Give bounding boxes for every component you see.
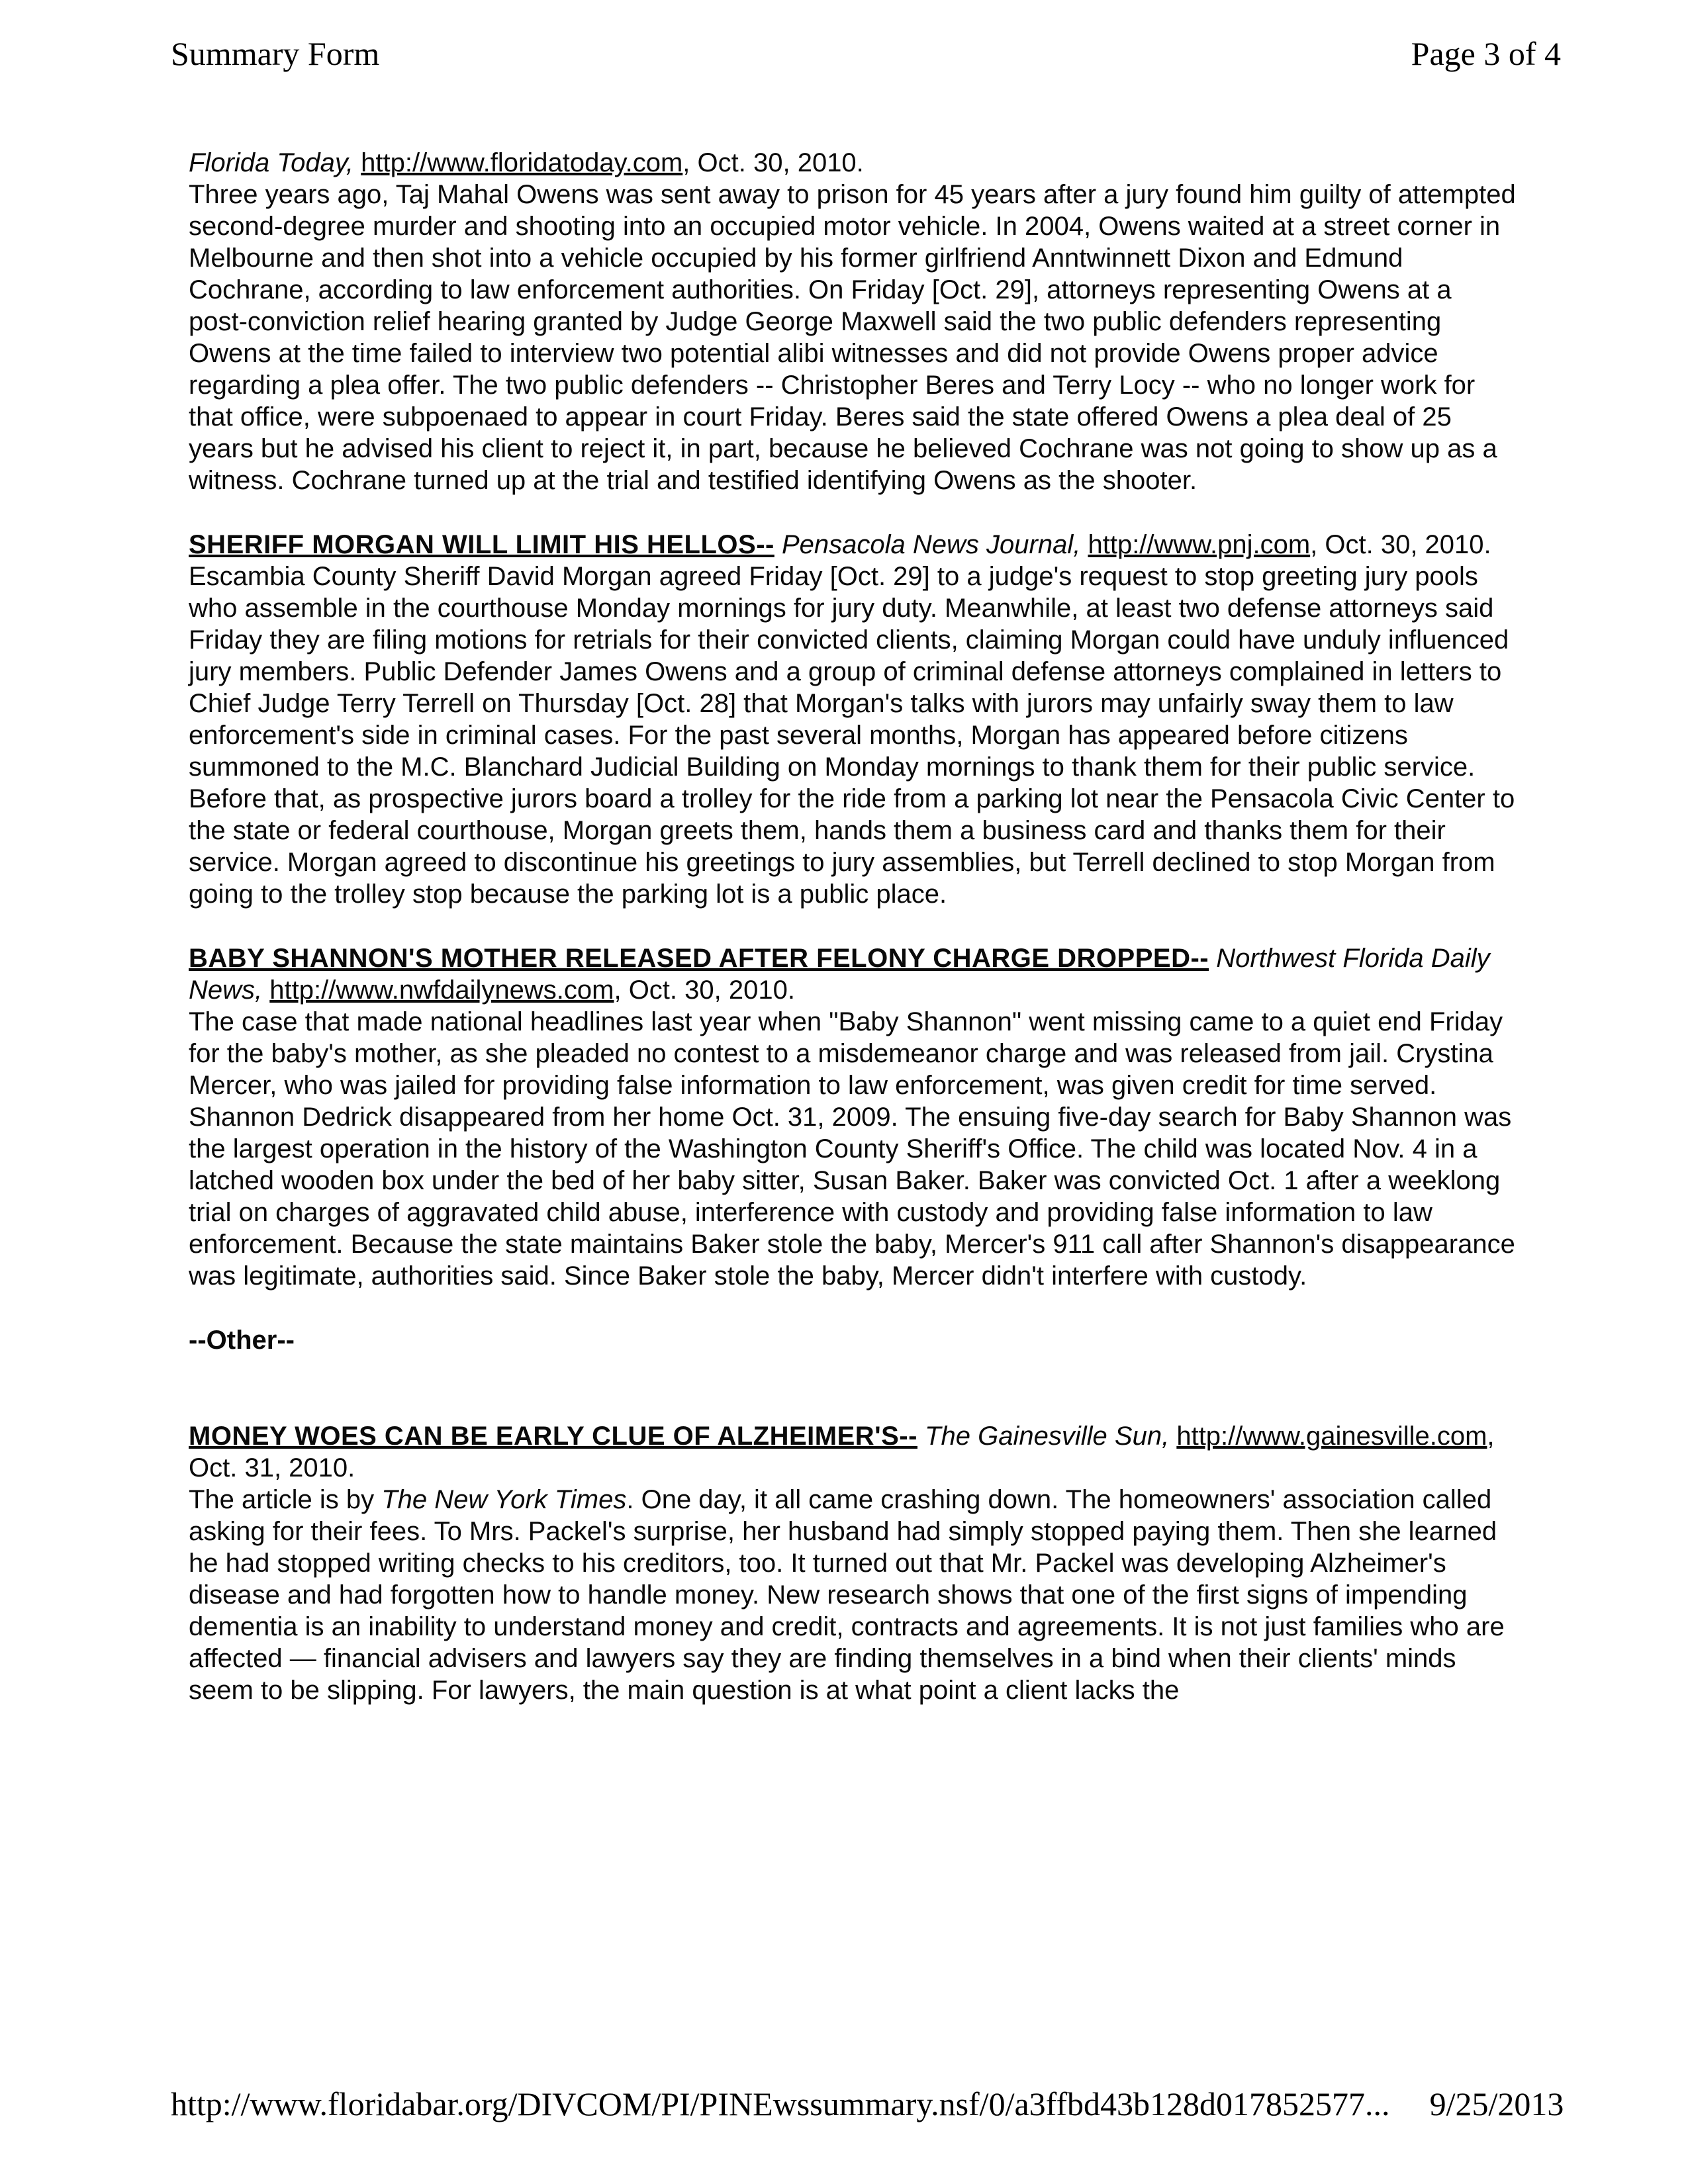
other-section-separator: --Other-- <box>189 1326 295 1355</box>
article-date: , Oct. 30, 2010. <box>1310 530 1491 559</box>
document-content <box>189 147 1516 1739</box>
article-citation <box>189 529 1516 561</box>
article-body-run: Escambia County Sheriff David Morgan agreed Friday [Oct. 29] to a judge's request to stop greeting jury pools who assemble in the courthouse Monday mornings for jury duty. Meanwhile, at least two defense attorneys said Friday they are filing motions for retrials for their convicted clients, claiming Morgan could have unduly influenced jury members. Public Defender James Owens and a group of criminal defense attorneys complained in letters to Chief Judge Terry Terrell on Thursday [Oct. 28] that Morgan's talks with jurors may unfairly sway them to law enforcement's side in criminal cases. For the past several months, Morgan has appeared before citizens summoned to the M.C. Blanchard Judicial Building on Monday mornings to thank them for their public service. Before that, as prospective jurors board a trolley for the ride from a parking lot near the Pensacola Civic Center to the state or federal courthouse, Morgan greets them, hands them a business card and thanks them for their service. Morgan agreed to discontinue his greetings to jury assemblies, but Terrell declined to stop Morgan from going to the trolley stop because the parking lot is a public place. <box>189 562 1515 909</box>
page-footer <box>171 2085 1564 2123</box>
article-body <box>189 1006 1516 1292</box>
header-doc-title: Summary Form <box>171 35 380 72</box>
article-body-run: Three years ago, Taj Mahal Owens was sent away to prison for 45 years after a jury found him guilty of attempted second-degree murder and shooting into an occupied motor vehicle. In 2004, Owens waited at a street corner in Melbourne and then shot into a vehicle occupied by his former girlfriend Anntwinnett Dixon and Edmund Cochrane, according to law enforcement authorities. On Friday [Oct. 29], attorneys representing Owens at a post-conviction relief hearing granted by Judge George Maxwell said the two public defenders representing Owens at the time failed to interview two potential alibi witnesses and did not provide Owens proper advice regarding a plea offer. The two public defenders -- Christopher Beres and Terry Locy -- who no longer work for that office, were subpoenaed to appear in court Friday. Beres said the state offered Owens a plea deal of 25 years but he advised his client to reject it, in part, because he believed Cochrane was not going to show up as a witness. Cochrane turned up at the trial and testified identifying Owens as the shooter. <box>189 180 1516 495</box>
article-source-url-link[interactable]: http://www.gainesville.com <box>1176 1422 1487 1451</box>
article-2 <box>189 529 1516 910</box>
article-citation <box>189 942 1516 1006</box>
article-4 <box>189 1420 1516 1706</box>
article-body-run: The case that made national headlines last year when "Baby Shannon" went missing came to a quiet end Friday for the baby's mother, as she pleaded no contest to a misdemeanor charge and was released from jail. Crystina Mercer, who was jailed for providing false information to law enforcement, was given credit for time served. Shannon Dedrick disappeared from her home Oct. 31, 2009. The ensuing five-day search for Baby Shannon was the largest operation in the history of the Washington County Sheriff's Office. The child was located Nov. 4 in a latched wooden box under the bed of her baby sitter, Susan Baker. Baker was convicted Oct. 1 after a weeklong trial on charges of aggravated child abuse, interference with custody and providing false information to law enforcement. Because the state maintains Baker stole the baby, Mercer's 911 call after Shannon's disappearance was legitimate, authorities said. Since Baker stole the baby, Mercer didn't interfere with custody. <box>189 1007 1515 1291</box>
article-citation <box>189 147 1516 179</box>
article-body <box>189 1484 1516 1706</box>
article-3 <box>189 942 1516 1292</box>
article-source-name: The Gainesville Sun, <box>925 1422 1170 1451</box>
page-header <box>171 34 1561 73</box>
article-source-url-link[interactable]: http://www.nwfdailynews.com <box>269 976 614 1005</box>
article-1 <box>189 147 1516 496</box>
article-date: , Oct. 30, 2010. <box>614 976 795 1005</box>
header-page-number: Page 3 of 4 <box>1411 35 1561 72</box>
article-citation <box>189 1420 1516 1484</box>
footer-print-date: 9/25/2013 <box>1429 2085 1564 2122</box>
article-body <box>189 561 1516 910</box>
article-source-name: Florida Today, <box>189 148 354 177</box>
footer-source-url: http://www.floridabar.org/DIVCOM/PI/PINEwssummary.nsf/0/a3ffbd43b128d017852577... <box>171 2085 1390 2122</box>
article-source-name: Pensacola News Journal, <box>781 530 1081 559</box>
article-source-url-link[interactable]: http://www.pnj.com <box>1088 530 1311 559</box>
footer-gap <box>1390 2085 1430 2123</box>
article-date: , Oct. 31, 2010. <box>189 1422 1495 1482</box>
article-headline: BABY SHANNON'S MOTHER RELEASED AFTER FELONY CHARGE DROPPED-- <box>189 944 1209 973</box>
article-source-url-link[interactable]: http://www.floridatoday.com <box>361 148 683 177</box>
article-body <box>189 179 1516 496</box>
article-date: , Oct. 30, 2010. <box>682 148 864 177</box>
article-body-run: The article is by <box>189 1485 382 1514</box>
article-source-name: Northwest Florida Daily News, <box>189 944 1490 1005</box>
article-headline: MONEY WOES CAN BE EARLY CLUE OF ALZHEIMER'S-- <box>189 1422 917 1451</box>
article-headline: SHERIFF MORGAN WILL LIMIT HIS HELLOS-- <box>189 530 774 559</box>
article-body-italic-run: The New York Times <box>381 1485 627 1514</box>
article-body-run: . One day, it all came crashing down. The homeowners' association called asking for their fees. To Mrs. Packel's surprise, her husband had simply stopped paying them. Then she learned he had stopped writing checks to his creditors, too. It turned out that Mr. Packel was developing Alzheimer's disease and had forgotten how to handle money. New research shows that one of the first signs of impending dementia is an inability to understand money and credit, contracts and agreements. It is not just families who are affected — financial advisers and lawyers say they are finding themselves in a bind when their clients' minds seem to be slipping. For lawyers, the main question is at what point a client lacks the <box>189 1485 1505 1705</box>
